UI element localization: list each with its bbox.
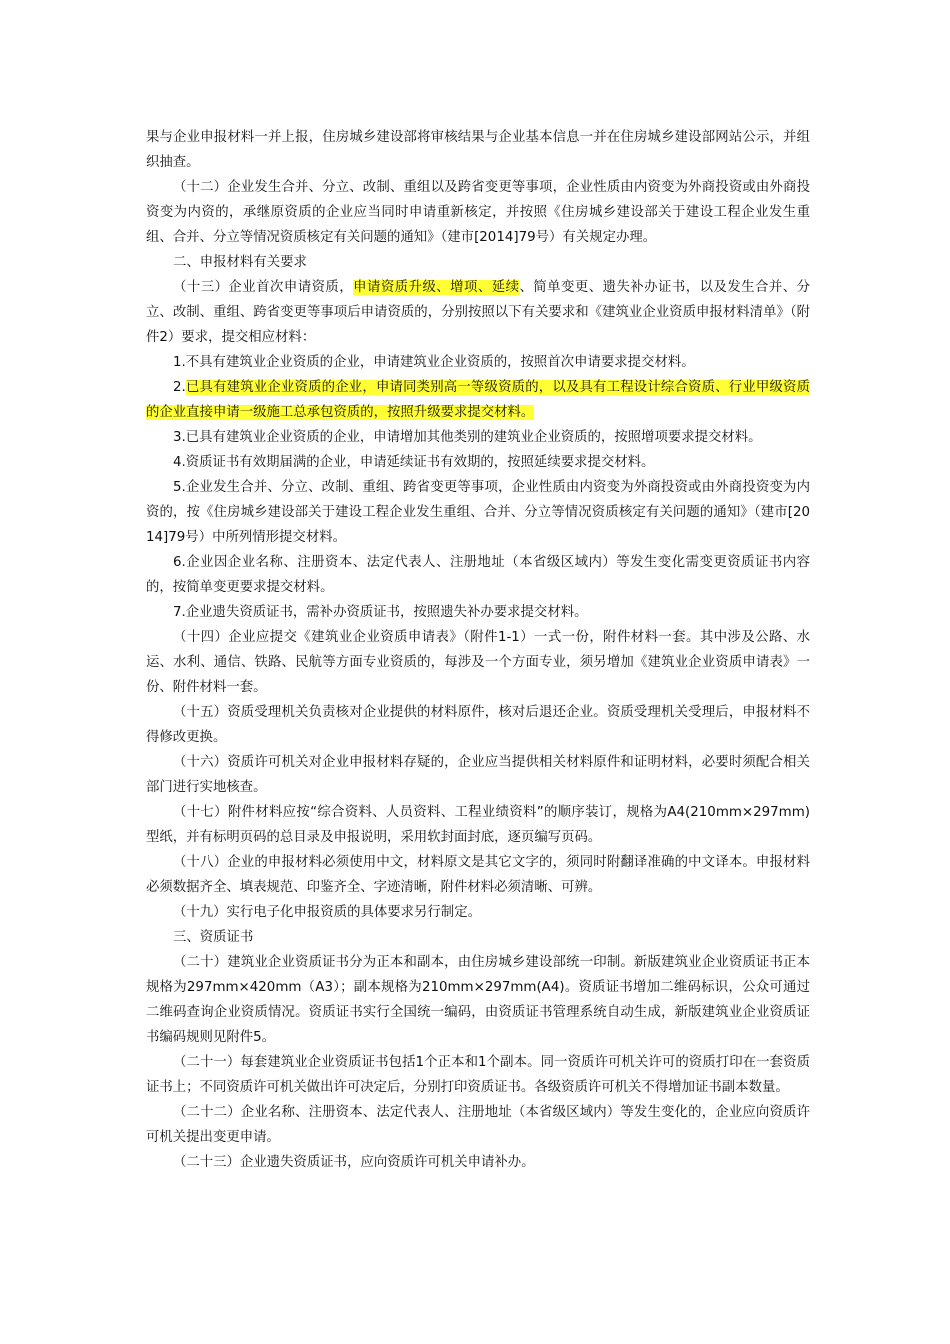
paragraph-text: 、简单变更、遗失补办证书，以及发生合并、分立、改制、重组、跨省变更等事项后申请资质的，分别按照以下有关要求和《建筑业企业资质申报材料清单》（附件2）要求，提交相应材料： [146, 280, 811, 345]
paragraph: （十四）企业应提交《建筑业企业资质申请表》（附件1-1）一式一份，附件材料一套。其中涉及公路、水运、水利、通信、铁路、民航等方面专业资质的，每涉及一个方面专业，须另增加《建筑业企业资质申请表》一份、附件材料一套。 [146, 630, 810, 695]
paragraph: （十五）资质受理机关负责核对企业提供的材料原件，核对后退还企业。资质受理机关受理后，申报材料不得修改更换。 [146, 705, 810, 745]
section-heading: 三、资质证书 [173, 930, 254, 945]
paragraph: （十九）实行电子化申报资质的具体要求另行制定。 [173, 905, 481, 920]
paragraph-with-highlight [146, 375, 810, 425]
section-heading: 二、申报材料有关要求 [173, 255, 307, 270]
paragraph: （十七）附件材料应按“综合资料、人员资料、工程业绩资料”的顺序装订，规格为A4(210mm×297mm)型纸，并有标明页码的总目录及申报说明，采用软封面封底，逐页编写页码。 [146, 805, 810, 845]
paragraph: （二十二）企业名称、注册资本、法定代表人、注册地址（本省级区域内）等发生变化的，企业应向资质许可机关提出变更申请。 [146, 1105, 810, 1145]
paragraph-with-highlight [146, 275, 810, 350]
paragraph: （十八）企业的申报材料必须使用中文，材料原文是其它文字的，须同时附翻译准确的中文译本。申报材料必须数据齐全、填表规范、印鉴齐全、字迹清晰，附件材料必须清晰、可辨。 [146, 855, 810, 895]
paragraph: （二十一）每套建筑业企业资质证书包括1个正本和1个副本。同一资质许可机关许可的资质打印在一套资质证书上；不同资质许可机关做出许可决定后，分别打印资质证书。各级资质许可机关不得增加证书副本数量。 [146, 1055, 810, 1095]
paragraph: 3.已具有建筑业企业资质的企业，申请增加其他类别的建筑业企业资质的，按照增项要求提交材料。 [173, 430, 762, 445]
paragraph: （二十三）企业遗失资质证书，应向资质许可机关申请补办。 [173, 1155, 535, 1170]
paragraph: 4.资质证书有效期届满的企业，申请延续证书有效期的，按照延续要求提交材料。 [173, 455, 655, 470]
highlighted-text: 已具有建筑业企业资质的企业，申请同类别高一等级资质的，以及具有工程设计综合资质、行业甲级资质的企业直接申请一级施工总承包资质的，按照升级要求提交材料。 [146, 380, 810, 420]
paragraph: 7.企业遗失资质证书，需补办资质证书，按照遗失补办要求提交材料。 [173, 605, 588, 620]
document-body [146, 125, 810, 1175]
paragraph: （二十）建筑业企业资质证书分为正本和副本，由住房城乡建设部统一印制。新版建筑业企业资质证书正本规格为297mm×420mm（A3）；副本规格为210mm×297mm(A4)。资质证书增加二维码标识，公众可通过二维码查询企业资质情况。资质证书实行全国统一编码，由资质证书管理系统自动生成，新版建筑业企业资质证书编码规则见附件5。 [146, 955, 810, 1045]
paragraph: （十六）资质许可机关对企业申报材料存疑的，企业应当提供相关材料原件和证明材料，必要时须配合相关部门进行实地核查。 [146, 755, 810, 795]
highlighted-text: 申请资质升级、增项、延续 [353, 280, 520, 295]
paragraph: 6.企业因企业名称、注册资本、法定代表人、注册地址（本省级区域内）等发生变化需变更资质证书内容的，按简单变更要求提交材料。 [146, 555, 810, 595]
paragraph: 5.企业发生合并、分立、改制、重组、跨省变更等事项，企业性质由内资变为外商投资或由外商投资变为内资的，按《住房城乡建设部关于建设工程企业发生重组、合并、分立等情况资质核定有关问题的通知》（建市[2014]79号）中所列情形提交材料。 [146, 480, 810, 545]
paragraph-text: 2. [173, 380, 186, 395]
paragraph: 果与企业申报材料一并上报，住房城乡建设部将审核结果与企业基本信息一并在住房城乡建设部网站公示，并组织抽查。 [146, 130, 810, 170]
paragraph-text: （十三）企业首次申请资质， [173, 280, 354, 295]
paragraph: 1.不具有建筑业企业资质的企业，申请建筑业企业资质的，按照首次申请要求提交材料。 [173, 355, 695, 370]
paragraph: （十二）企业发生合并、分立、改制、重组以及跨省变更等事项，企业性质由内资变为外商投资或由外商投资变为内资的，承继原资质的企业应当同时申请重新核定，并按照《住房城乡建设部关于建设工程企业发生重组、合并、分立等情况资质核定有关问题的通知》（建市[2014]79号）有关规定办理。 [146, 180, 810, 245]
